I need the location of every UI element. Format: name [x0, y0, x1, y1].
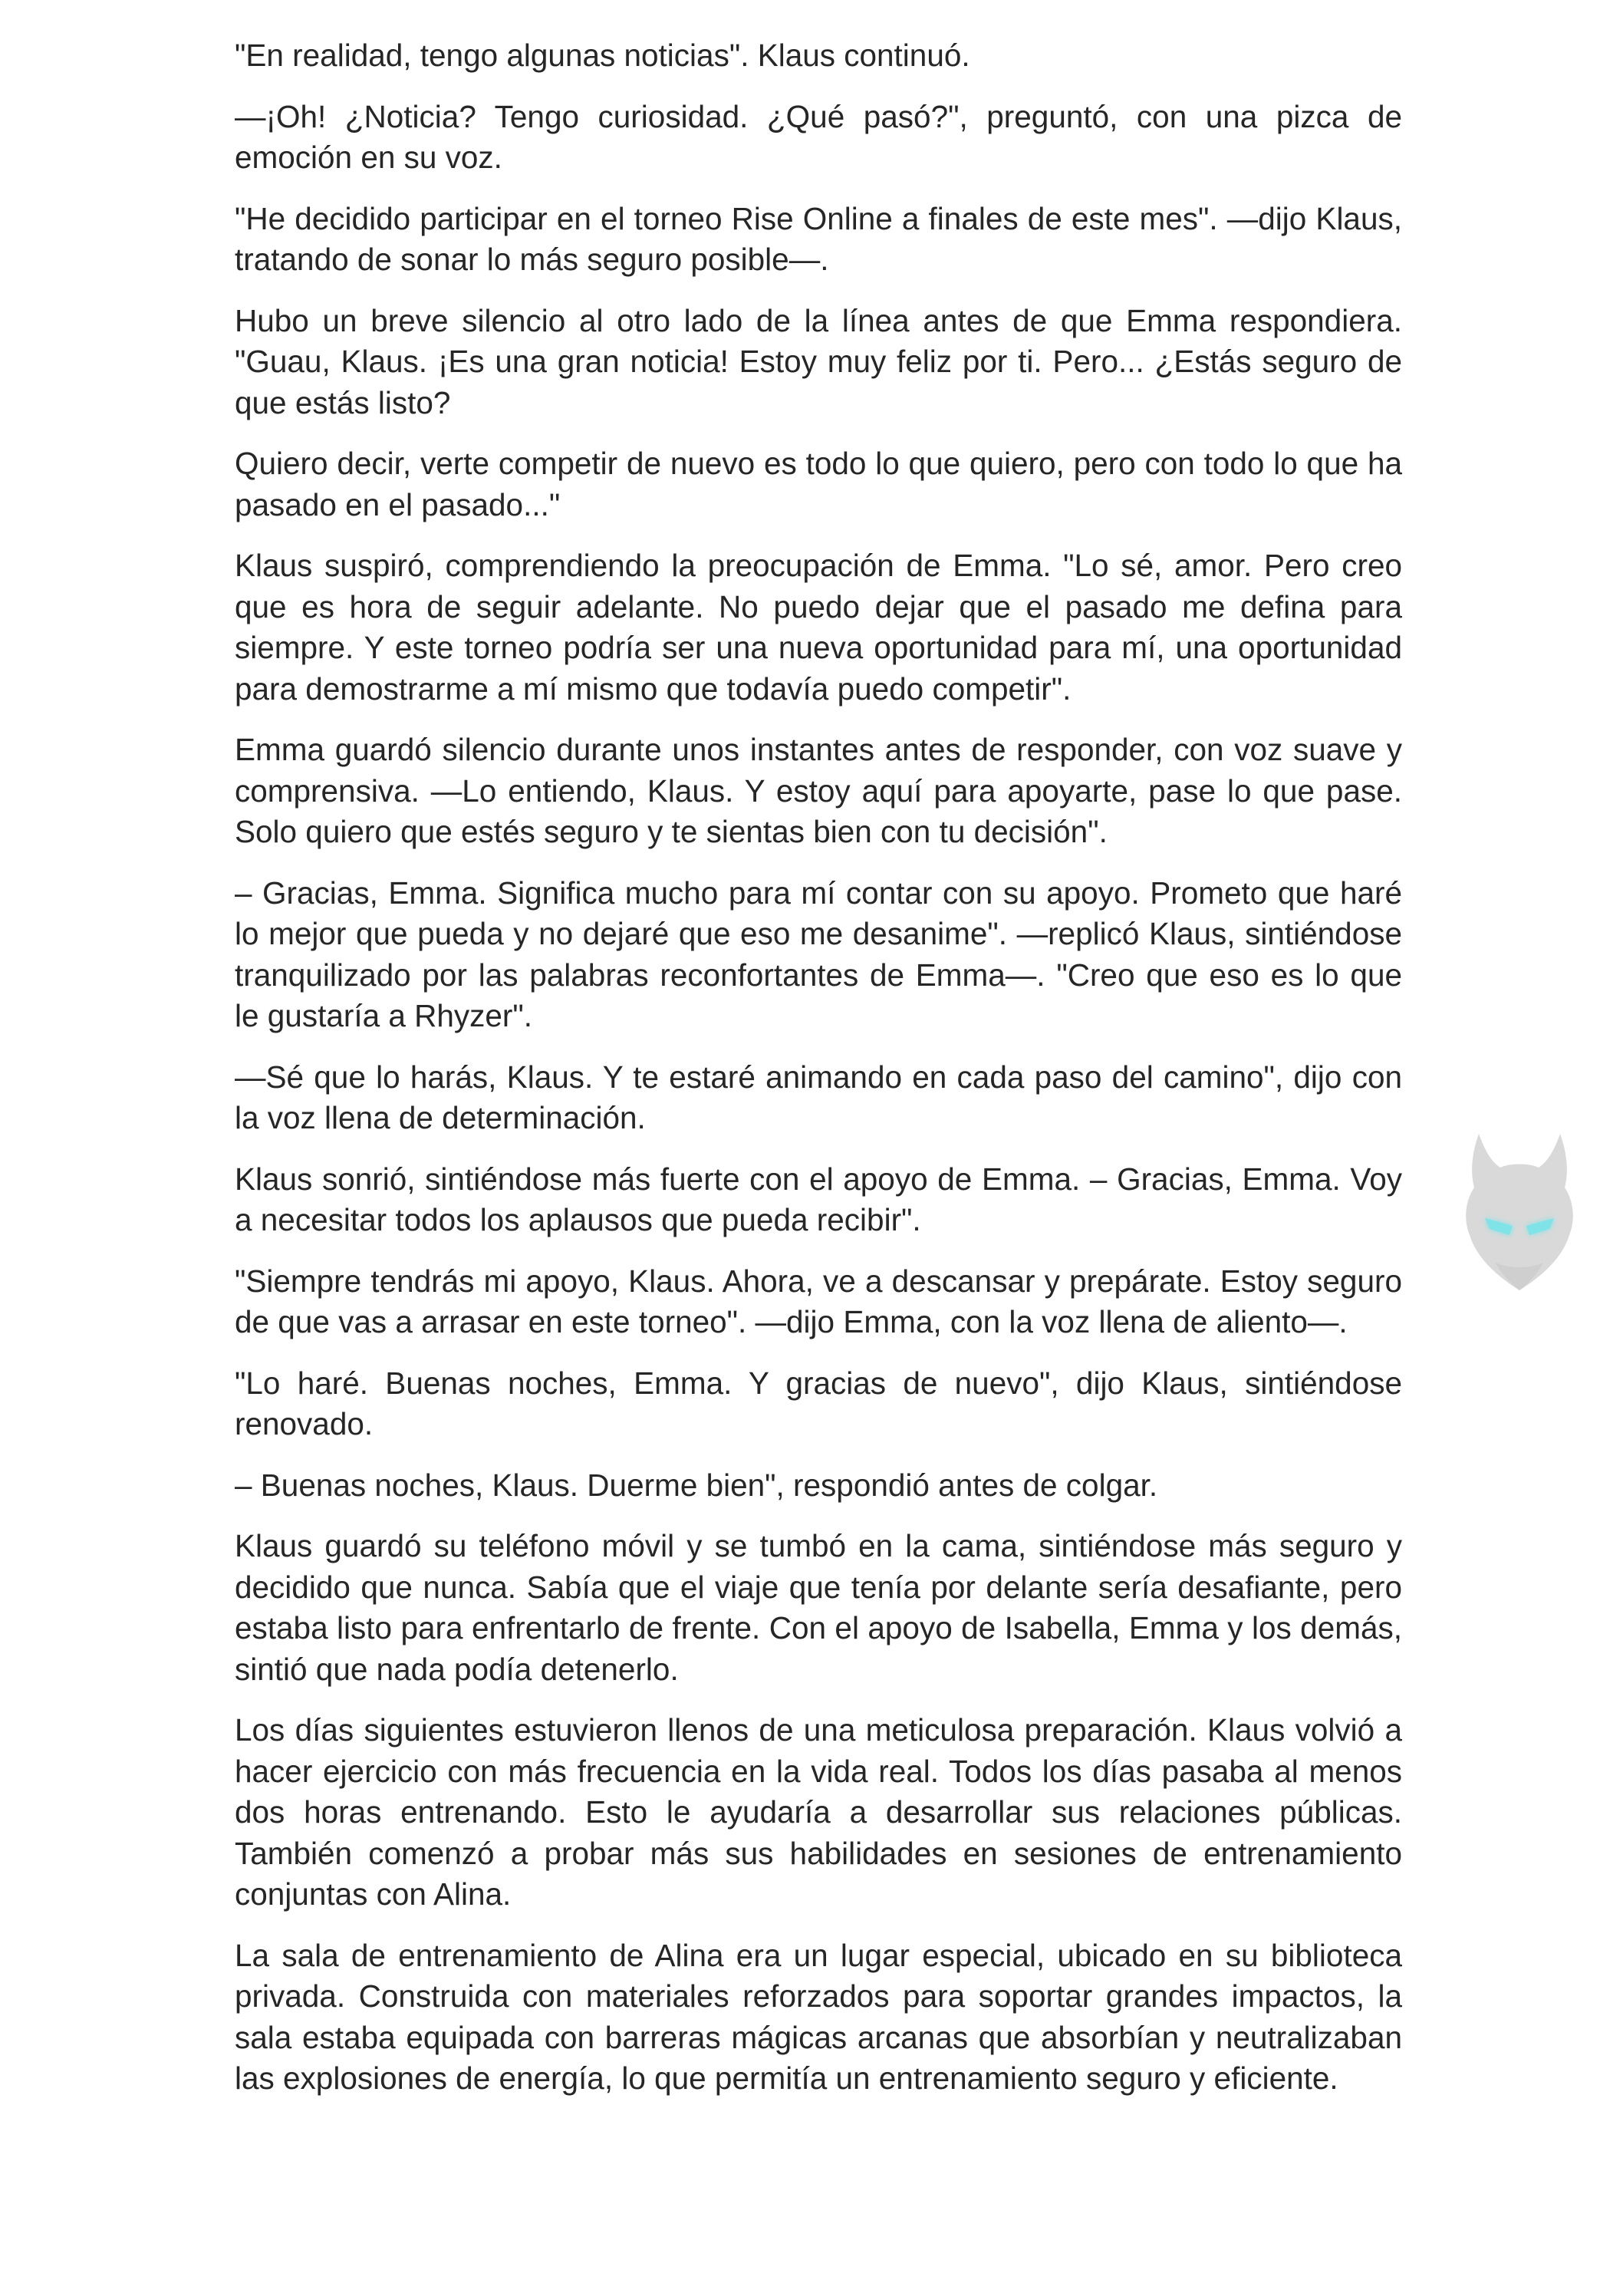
demon-head-icon — [1462, 1128, 1577, 1296]
paragraph-9: —Sé que lo harás, Klaus. Y te estaré animando en cada paso del camino", dijo con la voz llena de determinación. — [235, 1059, 1402, 1135]
paragraph-4: Hubo un breve silencio al otro lado de la línea antes de que Emma respondiera. "Guau, Klaus. ¡Es una gran noticia! Estoy muy feliz por ti. Pero... ¿Estás seguro de que estás listo? — [235, 302, 1402, 420]
document-body — [235, 35, 1402, 2120]
paragraph-13: – Buenas noches, Klaus. Duerme bien", respondió antes de colgar. — [235, 1467, 1158, 1503]
paragraph-6: Klaus suspiró, comprendiendo la preocupación de Emma. "Lo sé, amor. Pero creo que es hora de seguir adelante. No puedo dejar que el pasado me defina para siempre. Y este torneo podría ser una nueva oportunidad para mí, una oportunidad para demostrarme a mí mismo que todavía puedo competir". — [235, 548, 1402, 707]
paragraph-8: – Gracias, Emma. Significa mucho para mí contar con su apoyo. Prometo que haré lo mejor que pueda y no dejaré que eso me desanime". —replicó Klaus, sintiéndose tranquilizado por las palabras reconfortantes de Emma—. "Creo que eso es lo que le gustaría a Rhyzer". — [235, 875, 1402, 1033]
paragraph-14: Klaus guardó su teléfono móvil y se tumbó en la cama, sintiéndose más seguro y decidido que nunca. Sabía que el viaje que tenía por delante sería desafiante, pero estaba listo para enfrentarlo de frente. Con el apoyo de Isabella, Emma y los demás, sintió que nada podía detenerlo. — [235, 1528, 1402, 1687]
paragraph-2: —¡Oh! ¿Noticia? Tengo curiosidad. ¿Qué pasó?", preguntó, con una pizca de emoción en su voz. — [235, 98, 1402, 175]
paragraph-3: "He decidido participar en el torneo Rise Online a finales de este mes". —dijo Klaus, tratando de sonar lo más seguro posible—. — [235, 200, 1402, 277]
paragraph-15: Los días siguientes estuvieron llenos de una meticulosa preparación. Klaus volvió a hacer ejercicio con más frecuencia en la vida real. Todos los días pasaba al menos dos horas entrenando. Esto le ayudaría a desarrollar sus relaciones públicas. También comenzó a probar más sus habilidades en sesiones de entrenamiento conjuntas con Alina. — [235, 1712, 1402, 1912]
paragraph-11: "Siempre tendrás mi apoyo, Klaus. Ahora, ve a descansar y prepárate. Estoy seguro de que vas a arrasar en este torneo". —dijo Emma, con la voz llena de aliento—. — [235, 1263, 1402, 1339]
paragraph-12: "Lo haré. Buenas noches, Emma. Y gracias de nuevo", dijo Klaus, sintiéndose renovado. — [235, 1365, 1402, 1441]
paragraph-1: "En realidad, tengo algunas noticias". Klaus continuó. — [235, 38, 970, 73]
paragraph-16: La sala de entrenamiento de Alina era un lugar especial, ubicado en su biblioteca privada. Construida con materiales reforzados para soportar grandes impactos, la sala estaba equipada con barreras mágicas arcanas que absorbían y neutralizaban las explosiones de energía, lo que permitía un entrenamiento seguro y eficiente. — [235, 1937, 1402, 2096]
paragraph-7: Emma guardó silencio durante unos instantes antes de responder, con voz suave y comprensiva. —Lo entiendo, Klaus. Y estoy aquí para apoyarte, pase lo que pase. Solo quiero que estés seguro y te sientas bien con tu decisión". — [235, 732, 1402, 849]
paragraph-10: Klaus sonrió, sintiéndose más fuerte con el apoyo de Emma. – Gracias, Emma. Voy a necesitar todos los aplausos que pueda recibir". — [235, 1161, 1402, 1237]
paragraph-5: Quiero decir, verte competir de nuevo es todo lo que quiero, pero con todo lo que ha pasado en el pasado..." — [235, 446, 1402, 522]
